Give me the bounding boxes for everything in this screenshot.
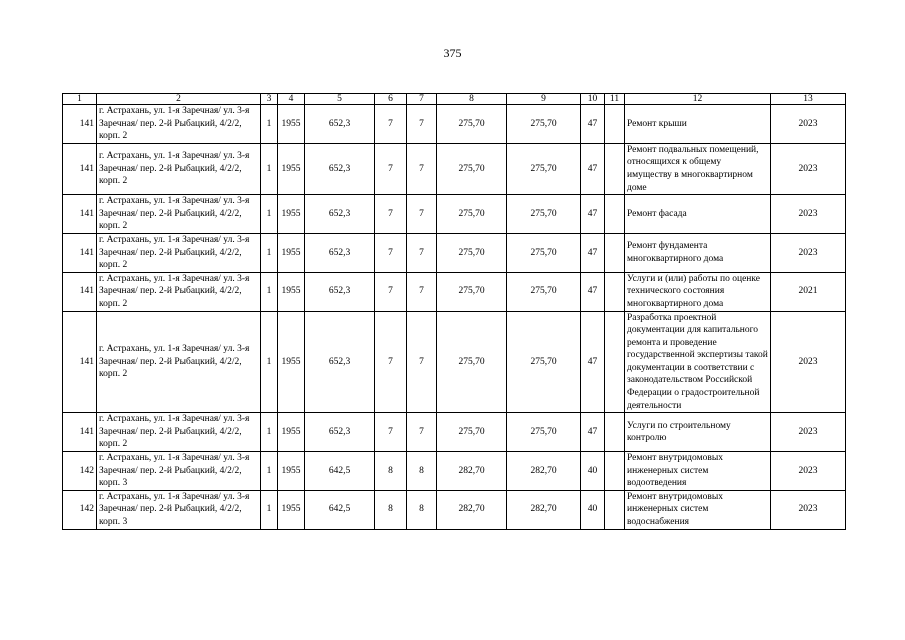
col10-cell: 47 — [581, 195, 605, 234]
work-type-cell: Ремонт подвальных помещений, относящихся к общему имуществу в многоквартирном доме — [625, 143, 771, 194]
year-cell: 1955 — [278, 195, 305, 234]
col6-cell: 8 — [375, 490, 407, 529]
col3-cell: 1 — [261, 195, 278, 234]
col3-cell: 1 — [261, 143, 278, 194]
column-header: 3 — [261, 94, 278, 105]
work-type-cell: Ремонт внутридомовых инженерных систем водоотведения — [625, 452, 771, 491]
col11-cell — [605, 490, 625, 529]
column-header: 12 — [625, 94, 771, 105]
col9-cell: 275,70 — [507, 233, 581, 272]
area-cell: 642,5 — [305, 452, 375, 491]
house-number: 141 — [63, 413, 97, 452]
house-number: 141 — [63, 105, 97, 144]
work-type-cell: Услуги по строительному контролю — [625, 413, 771, 452]
col7-cell: 7 — [407, 195, 437, 234]
column-header: 10 — [581, 94, 605, 105]
period-cell: 2023 — [771, 105, 846, 144]
house-number: 141 — [63, 272, 97, 311]
col10-cell: 47 — [581, 143, 605, 194]
year-cell: 1955 — [278, 233, 305, 272]
col7-cell: 7 — [407, 233, 437, 272]
col8-cell: 282,70 — [437, 490, 507, 529]
col3-cell: 1 — [261, 311, 278, 413]
col6-cell: 7 — [375, 105, 407, 144]
table-row — [63, 105, 846, 144]
col3-cell: 1 — [261, 105, 278, 144]
col10-cell: 47 — [581, 272, 605, 311]
period-cell: 2023 — [771, 195, 846, 234]
col7-cell: 7 — [407, 311, 437, 413]
col8-cell: 275,70 — [437, 195, 507, 234]
period-cell: 2021 — [771, 272, 846, 311]
column-header: 8 — [437, 94, 507, 105]
col7-cell: 7 — [407, 272, 437, 311]
col10-cell: 47 — [581, 105, 605, 144]
period-cell: 2023 — [771, 233, 846, 272]
col8-cell: 275,70 — [437, 143, 507, 194]
col8-cell: 275,70 — [437, 105, 507, 144]
area-cell: 652,3 — [305, 311, 375, 413]
house-number: 142 — [63, 490, 97, 529]
year-cell: 1955 — [278, 413, 305, 452]
house-number: 141 — [63, 143, 97, 194]
year-cell: 1955 — [278, 105, 305, 144]
house-number: 142 — [63, 452, 97, 491]
col11-cell — [605, 413, 625, 452]
table-row — [63, 413, 846, 452]
house-number: 141 — [63, 195, 97, 234]
table-row — [63, 143, 846, 194]
column-header: 7 — [407, 94, 437, 105]
col9-cell: 275,70 — [507, 413, 581, 452]
col8-cell: 275,70 — [437, 311, 507, 413]
col3-cell: 1 — [261, 413, 278, 452]
column-header: 1 — [63, 94, 97, 105]
area-cell: 652,3 — [305, 105, 375, 144]
year-cell: 1955 — [278, 311, 305, 413]
area-cell: 652,3 — [305, 195, 375, 234]
house-number: 141 — [63, 311, 97, 413]
table-row — [63, 272, 846, 311]
area-cell: 652,3 — [305, 272, 375, 311]
col3-cell: 1 — [261, 490, 278, 529]
col7-cell: 8 — [407, 490, 437, 529]
address-cell: г. Астрахань, ул. 1-я Заречная/ ул. 3-я Заречная/ пер. 2-й Рыбацкий, 4/2/2, корп. 3 — [97, 452, 261, 491]
address-cell: г. Астрахань, ул. 1-я Заречная/ ул. 3-я Заречная/ пер. 2-й Рыбацкий, 4/2/2, корп. 2 — [97, 195, 261, 234]
house-number: 141 — [63, 233, 97, 272]
period-cell: 2023 — [771, 413, 846, 452]
work-type-cell: Ремонт внутридомовых инженерных систем водоснабжения — [625, 490, 771, 529]
col9-cell: 282,70 — [507, 490, 581, 529]
col6-cell: 7 — [375, 195, 407, 234]
page-number: 375 — [443, 46, 462, 60]
column-header: 5 — [305, 94, 375, 105]
col9-cell: 275,70 — [507, 195, 581, 234]
col8-cell: 275,70 — [437, 233, 507, 272]
table-row — [63, 311, 846, 413]
period-cell: 2023 — [771, 490, 846, 529]
col11-cell — [605, 452, 625, 491]
column-header: 6 — [375, 94, 407, 105]
year-cell: 1955 — [278, 143, 305, 194]
col3-cell: 1 — [261, 452, 278, 491]
year-cell: 1955 — [278, 272, 305, 311]
col10-cell: 47 — [581, 311, 605, 413]
table-row — [63, 233, 846, 272]
work-type-cell: Ремонт фасада — [625, 195, 771, 234]
col7-cell: 8 — [407, 452, 437, 491]
col11-cell — [605, 105, 625, 144]
col10-cell: 47 — [581, 413, 605, 452]
table-row — [63, 195, 846, 234]
col6-cell: 7 — [375, 143, 407, 194]
area-cell: 652,3 — [305, 233, 375, 272]
col6-cell: 7 — [375, 311, 407, 413]
column-header: 2 — [97, 94, 261, 105]
col11-cell — [605, 195, 625, 234]
col11-cell — [605, 272, 625, 311]
area-cell: 652,3 — [305, 413, 375, 452]
year-cell: 1955 — [278, 490, 305, 529]
work-type-cell: Ремонт крыши — [625, 105, 771, 144]
col6-cell: 7 — [375, 413, 407, 452]
period-cell: 2023 — [771, 452, 846, 491]
column-header: 4 — [278, 94, 305, 105]
col10-cell: 47 — [581, 233, 605, 272]
column-header: 9 — [507, 94, 581, 105]
address-cell: г. Астрахань, ул. 1-я Заречная/ ул. 3-я Заречная/ пер. 2-й Рыбацкий, 4/2/2, корп. 2 — [97, 143, 261, 194]
col11-cell — [605, 311, 625, 413]
column-header: 13 — [771, 94, 846, 105]
capital-repair-table — [62, 93, 846, 530]
col6-cell: 7 — [375, 272, 407, 311]
col9-cell: 282,70 — [507, 452, 581, 491]
period-cell: 2023 — [771, 143, 846, 194]
col8-cell: 275,70 — [437, 413, 507, 452]
col9-cell: 275,70 — [507, 105, 581, 144]
address-cell: г. Астрахань, ул. 1-я Заречная/ ул. 3-я Заречная/ пер. 2-й Рыбацкий, 4/2/2, корп. 2 — [97, 233, 261, 272]
address-cell: г. Астрахань, ул. 1-я Заречная/ ул. 3-я Заречная/ пер. 2-й Рыбацкий, 4/2/2, корп. 2 — [97, 272, 261, 311]
col11-cell — [605, 233, 625, 272]
column-number-row — [63, 94, 846, 105]
col7-cell: 7 — [407, 413, 437, 452]
work-type-cell: Ремонт фундамента многоквартирного дома — [625, 233, 771, 272]
address-cell: г. Астрахань, ул. 1-я Заречная/ ул. 3-я Заречная/ пер. 2-й Рыбацкий, 4/2/2, корп. 3 — [97, 490, 261, 529]
col10-cell: 40 — [581, 490, 605, 529]
col11-cell — [605, 143, 625, 194]
col7-cell: 7 — [407, 105, 437, 144]
area-cell: 652,3 — [305, 143, 375, 194]
col9-cell: 275,70 — [507, 143, 581, 194]
col3-cell: 1 — [261, 233, 278, 272]
col9-cell: 275,70 — [507, 272, 581, 311]
work-type-cell: Разработка проектной документации для капитального ремонта и проведение государственной экспертизы такой документации в соответствии с законодательством Российской Федерации о градостроительной деятельности — [625, 311, 771, 413]
table-body — [63, 105, 846, 530]
period-cell: 2023 — [771, 311, 846, 413]
col3-cell: 1 — [261, 272, 278, 311]
year-cell: 1955 — [278, 452, 305, 491]
col10-cell: 40 — [581, 452, 605, 491]
area-cell: 642,5 — [305, 490, 375, 529]
col6-cell: 7 — [375, 233, 407, 272]
col6-cell: 8 — [375, 452, 407, 491]
address-cell: г. Астрахань, ул. 1-я Заречная/ ул. 3-я Заречная/ пер. 2-й Рыбацкий, 4/2/2, корп. 2 — [97, 311, 261, 413]
table-row — [63, 452, 846, 491]
col7-cell: 7 — [407, 143, 437, 194]
col9-cell: 275,70 — [507, 311, 581, 413]
col8-cell: 282,70 — [437, 452, 507, 491]
work-type-cell: Услуги и (или) работы по оценке технического состояния многоквартирного дома — [625, 272, 771, 311]
address-cell: г. Астрахань, ул. 1-я Заречная/ ул. 3-я Заречная/ пер. 2-й Рыбацкий, 4/2/2, корп. 2 — [97, 413, 261, 452]
col8-cell: 275,70 — [437, 272, 507, 311]
address-cell: г. Астрахань, ул. 1-я Заречная/ ул. 3-я Заречная/ пер. 2-й Рыбацкий, 4/2/2, корп. 2 — [97, 105, 261, 144]
table-row — [63, 490, 846, 529]
column-header: 11 — [605, 94, 625, 105]
